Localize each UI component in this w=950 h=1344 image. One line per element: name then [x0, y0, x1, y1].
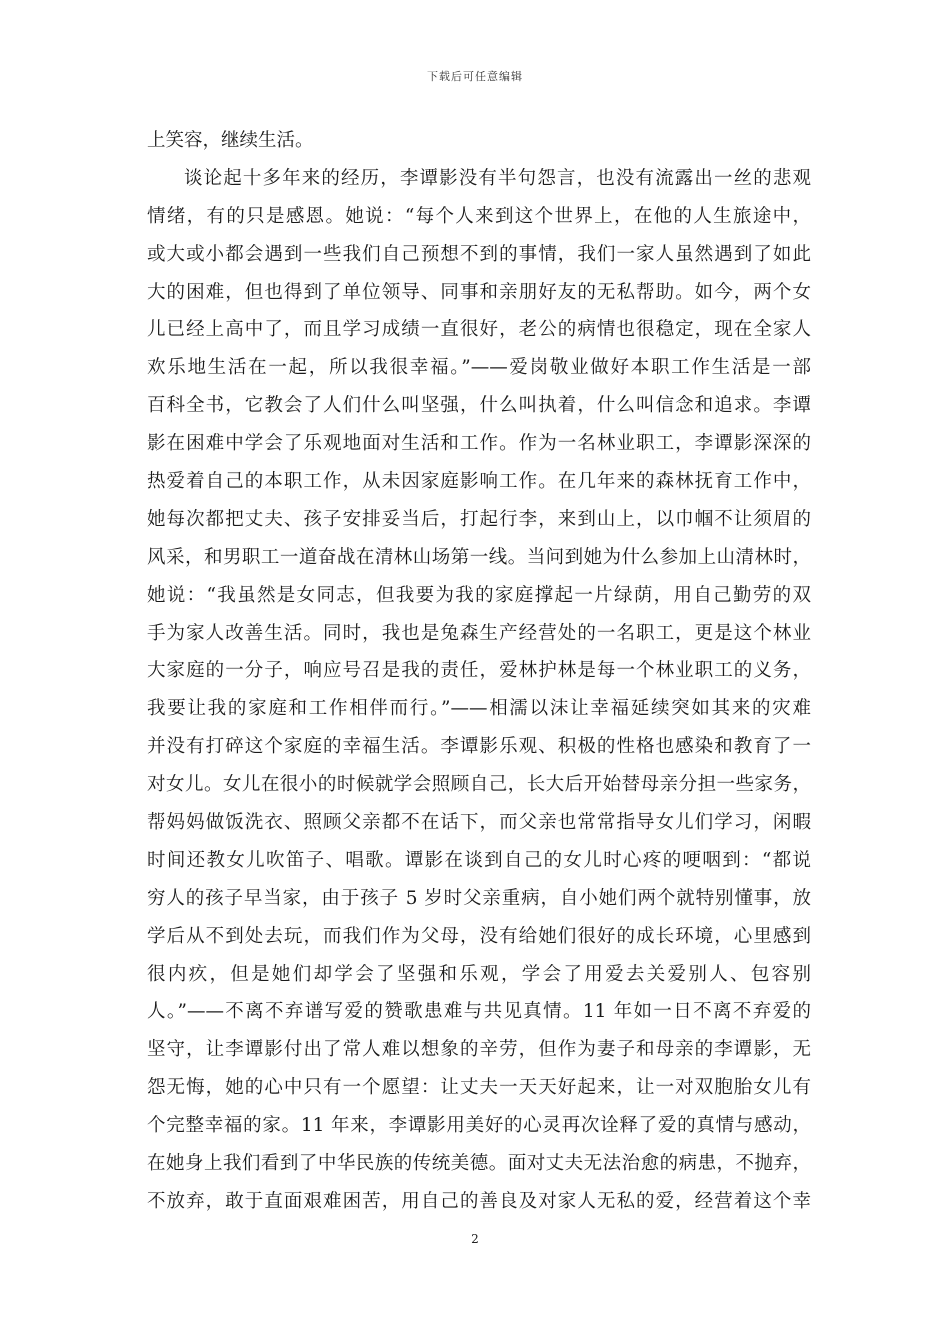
- text-line: 儿已经上高中了，而且学习成绩一直很好，老公的病情也很稳定，现在全家人: [147, 319, 811, 341]
- page-number: 2: [471, 1232, 479, 1246]
- text-line: 时间还教女儿吹笛子、唱歌。谭影在谈到自己的女儿时心疼的哽咽到：“都说: [147, 849, 811, 871]
- text-line: 人。”——不离不弃谱写爱的赞歌患难与共见真情。11 年如一日不离不弃爱的: [147, 1001, 811, 1023]
- page-header: 下载后可任意编辑: [427, 70, 523, 83]
- text-line: 我要让我的家庭和工作相伴而行。”——相濡以沫让幸福延续突如其来的灾难: [147, 698, 811, 720]
- text-line: 个完整幸福的家。11 年来，李谭影用美好的心灵再次诠释了爱的真情与感动，: [147, 1115, 811, 1137]
- text-line: 很内疚，但是她们却学会了坚强和乐观，学会了用爱去关爱别人、包容别: [147, 963, 811, 985]
- text-line: 或大或小都会遇到一些我们自己预想不到的事情，我们一家人虽然遇到了如此: [147, 243, 811, 265]
- text-line: 热爱着自己的本职工作，从未因家庭影响工作。在几年来的森林抚育工作中，: [147, 471, 811, 493]
- text-line: 大家庭的一分子，响应号召是我的责任，爱林护林是每一个林业职工的义务，: [147, 660, 811, 682]
- text-line: 并没有打碎这个家庭的幸福生活。李谭影乐观、积极的性格也感染和教育了一: [147, 736, 811, 758]
- text-line: 上笑容，继续生活。: [147, 130, 314, 151]
- text-line: 情绪，有的只是感恩。她说：“每个人来到这个世界上，在他的人生旅途中，: [147, 205, 811, 227]
- text-line: 对女儿。女儿在很小的时候就学会照顾自己，长大后开始替母亲分担一些家务，: [147, 774, 811, 796]
- text-line: 大的困难，但也得到了单位领导、同事和亲朋好友的无私帮助。如今，两个女: [147, 281, 811, 303]
- document-body: [147, 122, 811, 1221]
- text-line: 不放弃，敢于直面艰难困苦，用自己的善良及对家人无私的爱，经营着这个幸: [147, 1190, 811, 1212]
- text-line: 帮妈妈做饭洗衣、照顾父亲都不在话下，而父亲也常常指导女儿们学习，闲暇: [147, 812, 811, 834]
- text-line: 手为家人改善生活。同时，我也是兔森生产经营处的一名职工，更是这个林业: [147, 622, 811, 644]
- text-line: 怨无悔，她的心中只有一个愿望：让丈夫一天天好起来，让一对双胞胎女儿有: [147, 1077, 811, 1099]
- text-line: 坚守，让李谭影付出了常人难以想象的辛劳，但作为妻子和母亲的李谭影，无: [147, 1039, 811, 1061]
- text-line: 百科全书，它教会了人们什么叫坚强，什么叫执着，什么叫信念和追求。李谭: [147, 395, 811, 417]
- text-line: 她每次都把丈夫、孩子安排妥当后，打起行李，来到山上，以巾帼不让须眉的: [147, 508, 811, 530]
- text-line: 欢乐地生活在一起，所以我很幸福。”——爱岗敬业做好本职工作生活是一部: [147, 357, 811, 379]
- text-line: 学后从不到处去玩，而我们作为父母，没有给她们很好的成长环境，心里感到: [147, 925, 811, 947]
- text-line: 在她身上我们看到了中华民族的传统美德。面对丈夫无法治愈的病患，不抛弃，: [147, 1153, 811, 1175]
- text-line: 风采，和男职工一道奋战在清林山场第一线。当问到她为什么参加上山清林时，: [147, 546, 811, 568]
- text-line: 她说：“我虽然是女同志，但我要为我的家庭撑起一片绿荫，用自己勤劳的双: [147, 584, 811, 606]
- paragraph-first-line: 谈论起十多年来的经历，李谭影没有半句怨言，也没有流露出一丝的悲观: [184, 167, 811, 189]
- text-line: 影在困难中学会了乐观地面对生活和工作。作为一名林业职工，李谭影深深的: [147, 433, 811, 455]
- text-line: 穷人的孩子早当家，由于孩子 5 岁时父亲重病，自小她们两个就特别懂事，放: [147, 887, 811, 909]
